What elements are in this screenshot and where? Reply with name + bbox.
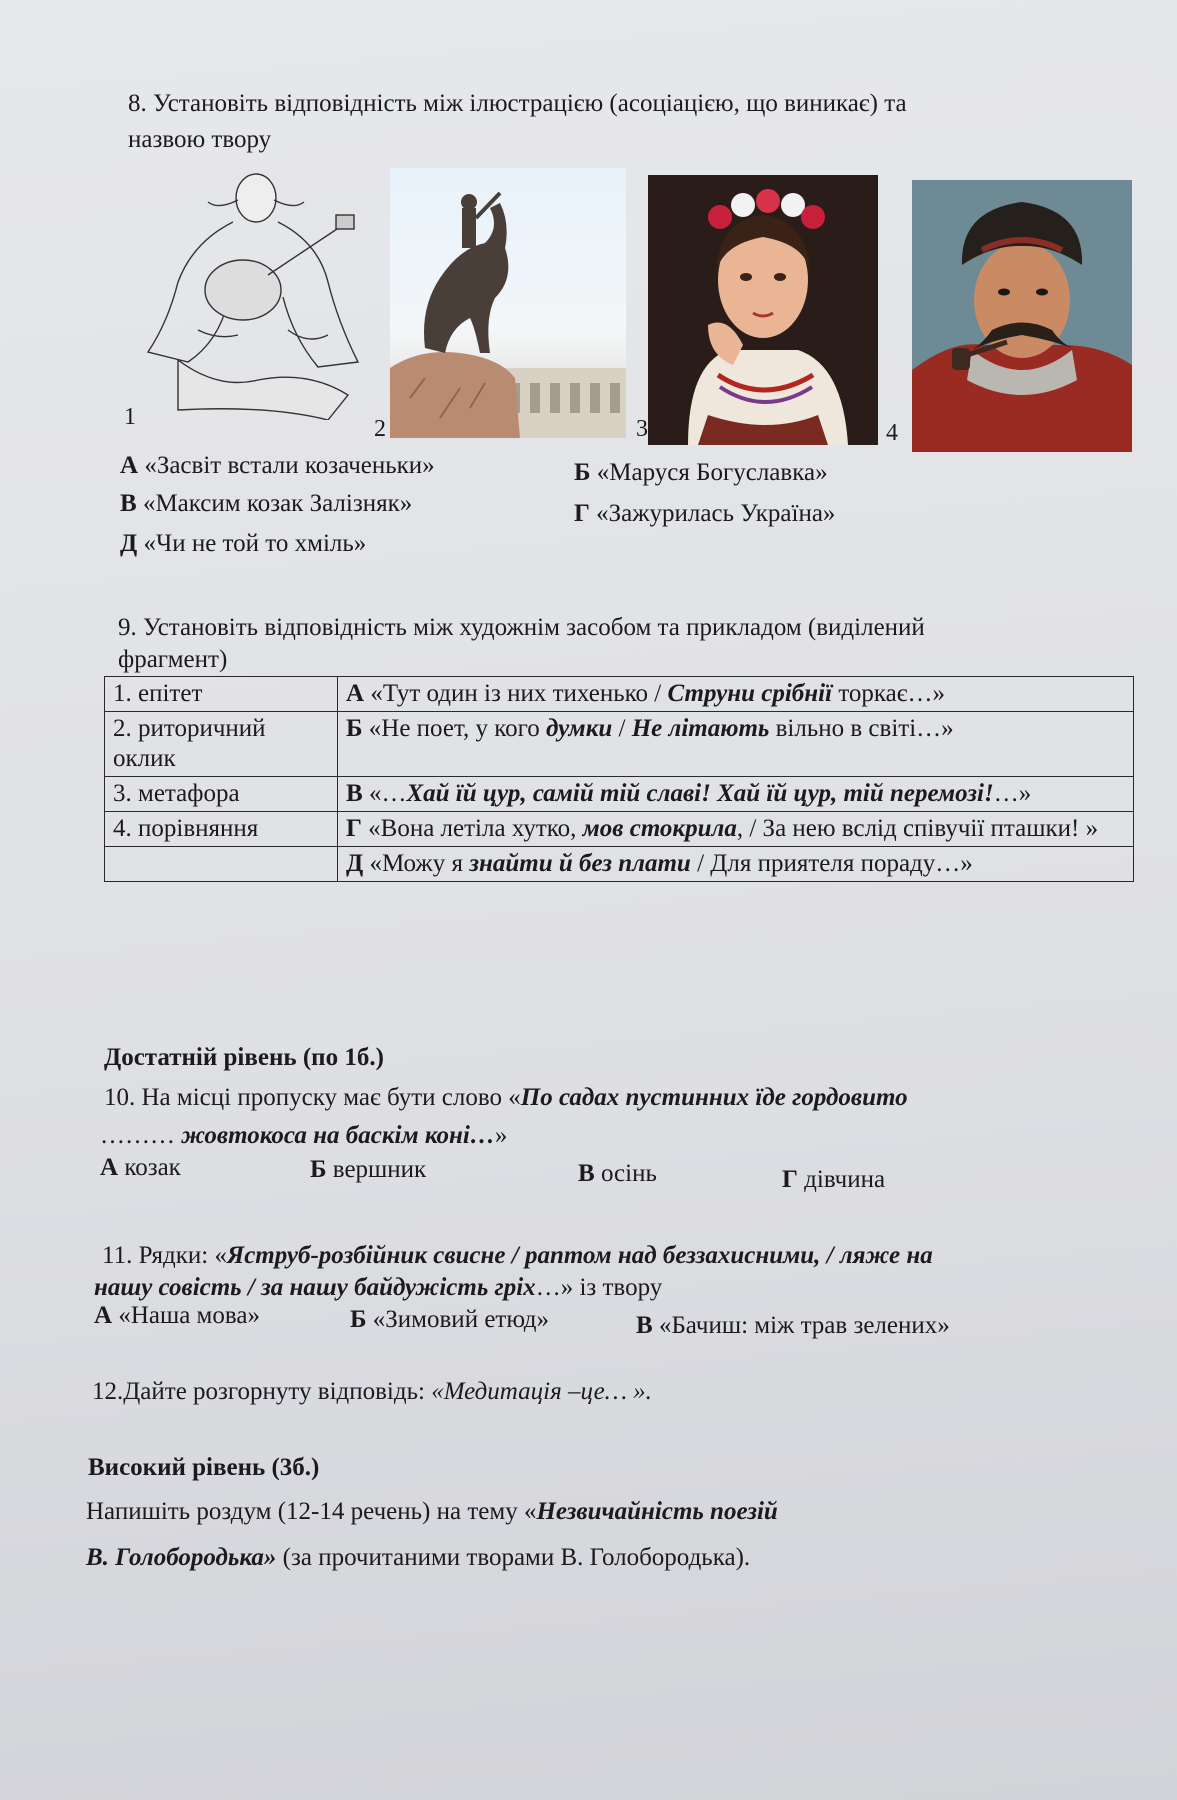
- table-row: [105, 812, 1134, 847]
- cossack-bandura-illustration: [138, 170, 378, 420]
- girl-portrait-painting: [648, 175, 878, 445]
- q10-option-g: Г дівчина: [782, 1166, 886, 1193]
- q11-option-a: А «Наша мова»: [94, 1302, 260, 1329]
- table-row: [105, 777, 1134, 812]
- example-cell: Г «Вона летіла хутко, мов стокрила, / За нею вслід співучії пташки! »: [338, 812, 1134, 847]
- device-cell: [105, 847, 338, 882]
- level-3-heading: Високий рівень (3б.): [88, 1454, 320, 1481]
- q10-option-b: Б вершник: [310, 1156, 427, 1183]
- q8-option-d: Д «Чи не той то хміль»: [120, 530, 367, 557]
- q10-option-v: В осінь: [578, 1160, 657, 1187]
- q11-line2: нашу совість / за нашу байдужість гріх…» із твору: [94, 1274, 663, 1301]
- q8-option-a: А «Засвіт встали козаченьки»: [120, 452, 435, 479]
- device-cell: 3. метафора: [105, 777, 338, 812]
- q8-option-g: Г «Зажурилась Україна»: [574, 500, 836, 527]
- q10-option-a: А козак: [100, 1154, 181, 1181]
- q12-line: 12.Дайте розгорнуту відповідь: «Медитація –це… ».: [92, 1378, 652, 1405]
- example-cell: Д «Можу я знайти й без плати / Для приятеля пораду…»: [338, 847, 1134, 882]
- q8-title-line2: назвою твору: [128, 126, 272, 153]
- q8-option-v: В «Максим козак Залізняк»: [120, 490, 413, 517]
- q10-line2: ……… жовтокоса на баскім коні…»: [100, 1122, 508, 1149]
- monument-photo: [390, 168, 626, 438]
- image-number-2: 2: [374, 416, 386, 442]
- level-2-heading: Достатній рівень (по 1б.): [104, 1044, 384, 1071]
- q9-title-line2: фрагмент): [118, 646, 228, 673]
- q8-title-line1: 8. Установіть відповідність між ілюстрацією (асоціацією, що виникає) та: [128, 90, 907, 117]
- essay-line2: В. Голобородька» (за прочитаними творами В. Голобородька).: [86, 1544, 751, 1571]
- q11-line1: 11. Рядки: «Яструб-розбійник свисне / раптом над беззахисними, / ляже на: [102, 1242, 933, 1269]
- device-cell: 2. риторичний оклик: [105, 712, 338, 777]
- table-row: [105, 712, 1134, 777]
- essay-line1: Напишіть роздум (12-14 речень) на тему «Незвичайність поезій: [86, 1498, 778, 1525]
- table-row: [105, 677, 1134, 712]
- example-cell: Б «Не поет, у кого думки / Не літають вільно в світі…»: [338, 712, 1134, 777]
- q9-matching-table: [104, 676, 1134, 882]
- table-row: [105, 847, 1134, 882]
- example-cell: В «…Хай їй цур, самій тій славі! Хай їй цур, тій перемозі!…»: [338, 777, 1134, 812]
- example-cell: А «Тут один із них тихенько / Струни срібнії торкає…»: [338, 677, 1134, 712]
- q8-option-b: Б «Маруся Богуславка»: [574, 459, 828, 486]
- device-cell: 1. епітет: [105, 677, 338, 712]
- image-number-1: 1: [124, 404, 136, 430]
- device-cell: 4. порівняння: [105, 812, 338, 847]
- image-number-4: 4: [886, 420, 898, 446]
- q10-line1: 10. На місці пропуску має бути слово «По садах пустинних їде гордовито: [104, 1084, 908, 1111]
- q9-title-line1: 9. Установіть відповідність між художнім засобом та прикладом (виділений: [118, 614, 925, 641]
- q11-option-v: В «Бачиш: між трав зелених»: [636, 1312, 950, 1339]
- q11-option-b: Б «Зимовий етюд»: [350, 1306, 549, 1333]
- image-number-3: 3: [636, 416, 648, 442]
- cossack-with-pipe-painting: [912, 180, 1132, 452]
